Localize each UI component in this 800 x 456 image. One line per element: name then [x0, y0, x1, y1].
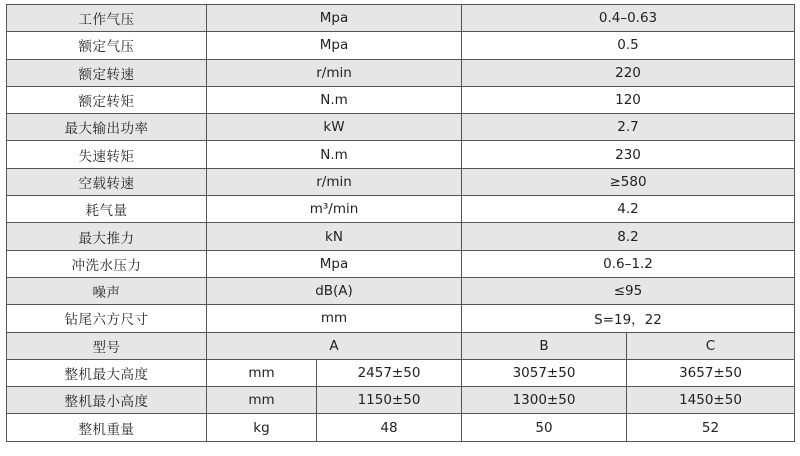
- spec-label: 冲洗水压力: [7, 250, 207, 277]
- model-header-row: [7, 332, 795, 359]
- model-c-header: C: [627, 332, 795, 359]
- spec-label: 额定转速: [7, 59, 207, 86]
- spec-unit: kW: [207, 114, 462, 141]
- spec-unit: Mpa: [207, 5, 462, 32]
- model-row-max-height: [7, 359, 795, 386]
- model-b-value: 3057±50: [462, 359, 627, 386]
- spec-row-max-thrust: [7, 223, 795, 250]
- spec-label: 空载转速: [7, 168, 207, 195]
- spec-unit: Mpa: [207, 32, 462, 59]
- spec-value: 120: [462, 86, 795, 113]
- spec-value: 0.5: [462, 32, 795, 59]
- spec-value: 0.4–0.63: [462, 5, 795, 32]
- model-row-unit: kg: [207, 414, 317, 441]
- spec-value: 8.2: [462, 223, 795, 250]
- model-row-unit: mm: [207, 387, 317, 414]
- model-a-value: 1150±50: [317, 387, 462, 414]
- spec-unit: kN: [207, 223, 462, 250]
- spec-value: 220: [462, 59, 795, 86]
- model-row-label: 整机最小高度: [7, 387, 207, 414]
- spec-value: ≥580: [462, 168, 795, 195]
- spec-value: 4.2: [462, 196, 795, 223]
- spec-unit: r/min: [207, 168, 462, 195]
- spec-unit: N.m: [207, 86, 462, 113]
- spec-unit: mm: [207, 305, 462, 332]
- model-row-label: 整机重量: [7, 414, 207, 441]
- spec-label: 工作气压: [7, 5, 207, 32]
- spec-label: 最大推力: [7, 223, 207, 250]
- model-header-label: 型号: [7, 332, 207, 359]
- spec-unit: m³/min: [207, 196, 462, 223]
- spec-row-rated-speed: [7, 59, 795, 86]
- model-b-header: B: [462, 332, 627, 359]
- spec-value: 0.6–1.2: [462, 250, 795, 277]
- model-b-value: 50: [462, 414, 627, 441]
- spec-value: 2.7: [462, 114, 795, 141]
- spec-row-idle-speed: [7, 168, 795, 195]
- spec-value: 230: [462, 141, 795, 168]
- model-a-header: A: [207, 332, 462, 359]
- spec-row-flush-water-pressure: [7, 250, 795, 277]
- spec-value: ≤95: [462, 277, 795, 304]
- spec-table-body: [7, 5, 795, 442]
- model-a-value: 48: [317, 414, 462, 441]
- model-b-value: 1300±50: [462, 387, 627, 414]
- spec-unit: r/min: [207, 59, 462, 86]
- spec-label: 失速转矩: [7, 141, 207, 168]
- spec-table: [6, 4, 795, 442]
- spec-unit: N.m: [207, 141, 462, 168]
- spec-unit: dB(A): [207, 277, 462, 304]
- spec-row-air-consumption: [7, 196, 795, 223]
- spec-label: 耗气量: [7, 196, 207, 223]
- spec-label: 最大输出功率: [7, 114, 207, 141]
- spec-label: 额定转矩: [7, 86, 207, 113]
- spec-value: S=19，22: [462, 305, 795, 332]
- spec-row-rated-pressure: [7, 32, 795, 59]
- model-c-value: 52: [627, 414, 795, 441]
- spec-label: 额定气压: [7, 32, 207, 59]
- model-row-label: 整机最大高度: [7, 359, 207, 386]
- spec-row-rated-torque: [7, 86, 795, 113]
- spec-row-stall-torque: [7, 141, 795, 168]
- model-a-value: 2457±50: [317, 359, 462, 386]
- model-c-value: 1450±50: [627, 387, 795, 414]
- spec-label: 噪声: [7, 277, 207, 304]
- spec-label: 钻尾六方尺寸: [7, 305, 207, 332]
- spec-row-max-power: [7, 114, 795, 141]
- spec-row-working-pressure: [7, 5, 795, 32]
- model-row-unit: mm: [207, 359, 317, 386]
- model-row-weight: [7, 414, 795, 441]
- spec-unit: Mpa: [207, 250, 462, 277]
- model-row-min-height: [7, 387, 795, 414]
- spec-row-shank-hex-size: [7, 305, 795, 332]
- model-c-value: 3657±50: [627, 359, 795, 386]
- spec-row-noise: [7, 277, 795, 304]
